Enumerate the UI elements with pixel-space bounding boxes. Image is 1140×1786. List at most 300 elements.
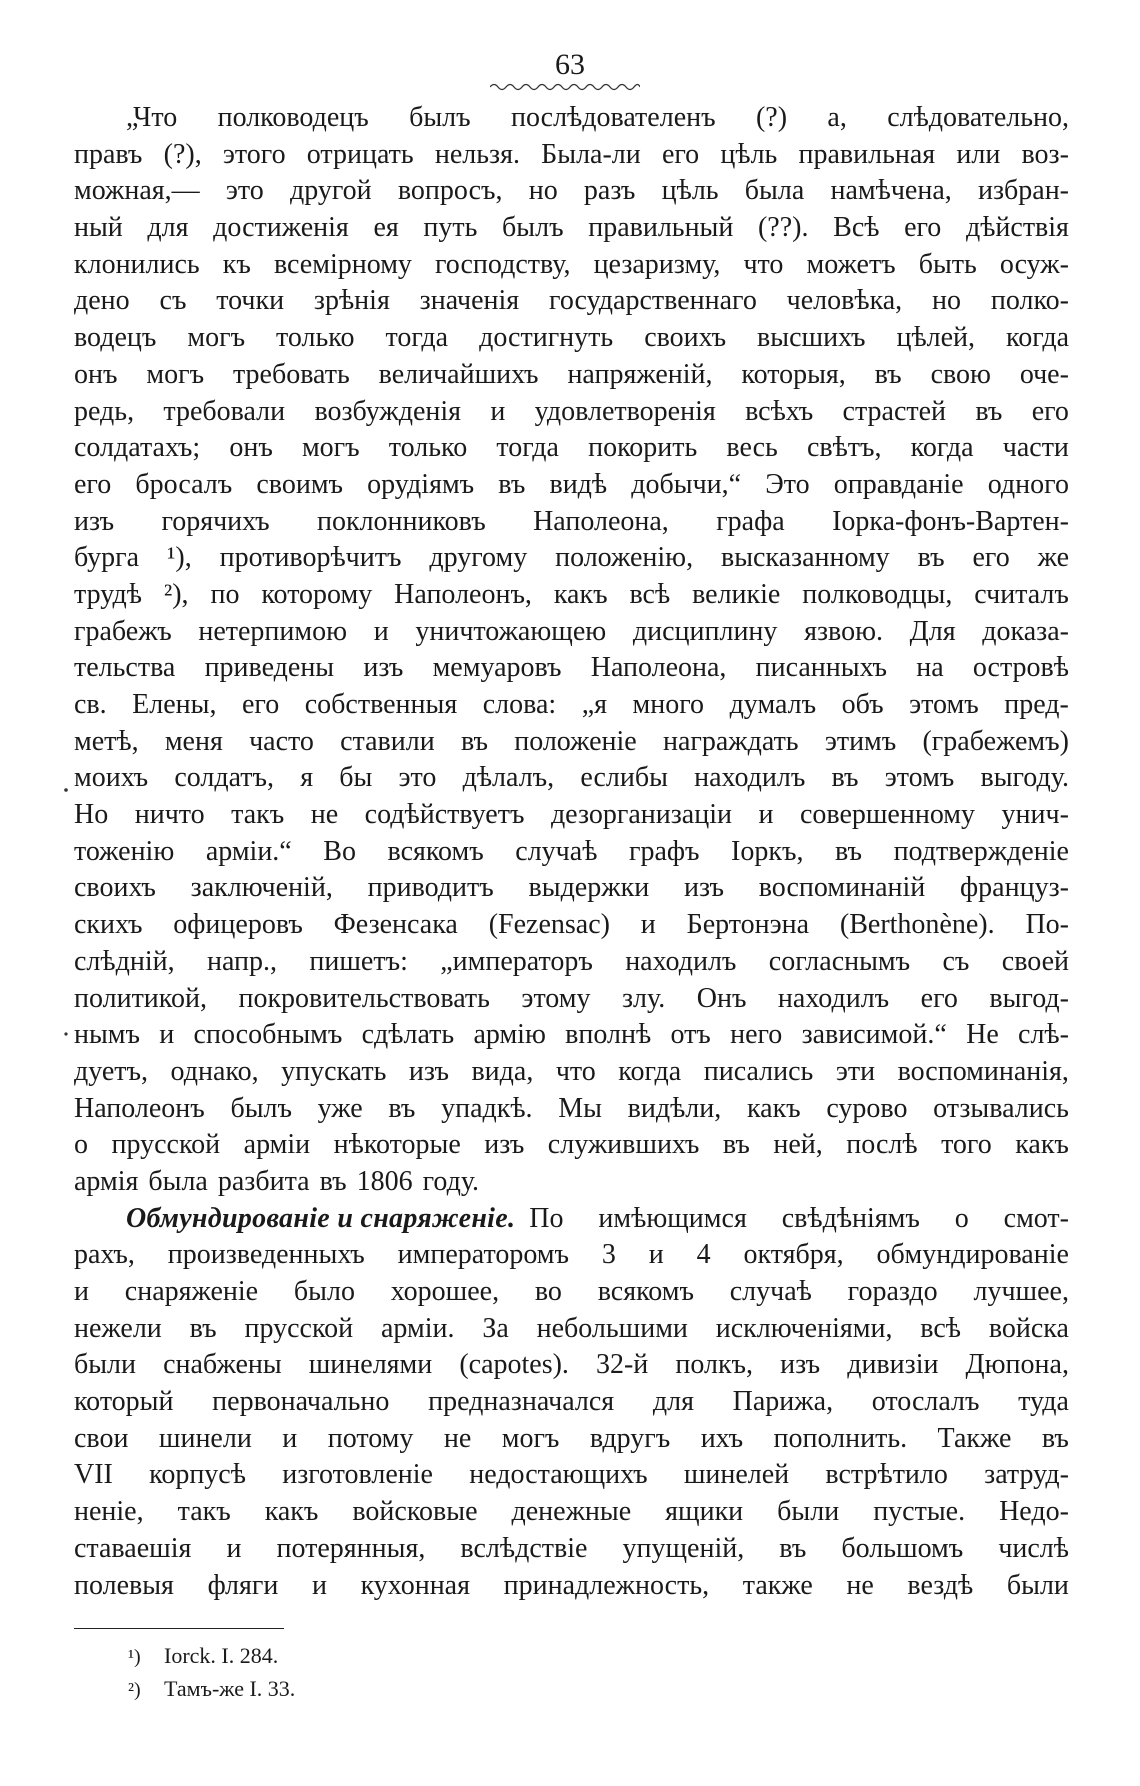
word: „Что [126,102,178,133]
word: метѣ, [74,725,139,757]
word: и [490,395,506,427]
word: противорѣчитъ [219,542,402,574]
word: отослалъ [871,1386,980,1418]
word: случаѣ [729,1276,812,1307]
text-line [74,247,1069,284]
word: Наполеонъ, [394,578,532,610]
word: его [661,138,700,170]
word: пустые. [873,1496,966,1528]
word: Всѣ [833,212,880,244]
word: и [758,799,774,831]
word: Наполеона, [590,652,727,684]
word: этомъ [884,762,955,794]
word: нѣкоторые [333,1129,461,1161]
word: его [1031,395,1069,427]
word: положеніе [514,725,637,757]
word: въ [319,1165,347,1197]
word: полко- [990,285,1069,317]
footnote-1 [128,1640,295,1673]
word: принадлежность, [503,1569,710,1601]
word: тогда [496,432,559,464]
word: высшихъ [757,322,866,354]
text-line [74,1017,1069,1054]
word: бы [339,762,373,794]
footnote-text: Iorck. I. 284. [164,1643,279,1668]
word: арміи.“ [205,835,292,867]
word: За [482,1312,509,1344]
word: въ [975,395,1003,427]
text-line [74,907,1069,944]
word: шинелей [683,1459,790,1491]
text-line [74,210,1069,247]
word: оправданіе [833,468,964,500]
word: значенія [419,285,520,317]
word: достигнуть [479,322,614,354]
word: (Berthonène). [839,909,995,941]
word: были [777,1496,840,1528]
word: полевыя [74,1569,174,1601]
word: Не [966,1019,999,1051]
word: вслѣдствіе [460,1532,588,1564]
word: дивизіи [847,1349,939,1381]
text-line [74,834,1069,871]
word: не [846,1569,874,1601]
word: вопросъ, [397,175,503,207]
word: армію [473,1019,546,1051]
word: своей [1001,945,1069,977]
text-line [74,283,1069,320]
word: путь [423,212,478,244]
word: о [74,1129,88,1161]
word: свою [930,358,991,390]
main-text [74,100,1069,1604]
word: и [282,1422,298,1454]
word: числѣ [998,1532,1069,1564]
word: правъ [74,138,143,170]
text-line [74,1127,1069,1164]
word: которому [261,578,373,610]
word: унич- [1001,799,1069,831]
text-line [74,137,1069,174]
word: было [293,1276,355,1307]
word: способнымъ [193,1019,343,1051]
word: (?) [755,102,788,133]
text-line [74,1054,1069,1091]
word: и [226,1532,242,1564]
word: поклонниковъ [316,505,486,537]
word: неніе, [74,1496,144,1528]
word: редь, [74,395,135,427]
paragraph-1 [74,100,1069,1201]
text-line [74,1164,1069,1201]
word: покорить [588,432,698,464]
word: ихъ [700,1422,744,1454]
word: октября, [743,1239,844,1271]
word: онъ [74,358,118,390]
word: и [311,1569,327,1601]
word: такъ [177,1496,231,1528]
word: въ [917,542,945,574]
word: но [528,175,558,207]
word: находилъ [777,982,890,1014]
word: цезаризму, [593,248,721,280]
word: ²), [163,578,189,610]
word: этого [222,138,286,170]
word: (?), [163,138,202,170]
footnote-2 [128,1673,295,1706]
word: въ [1041,1422,1069,1454]
word: обмундированіе [876,1239,1069,1271]
text-line [74,981,1069,1018]
word: послѣдователенъ [510,102,716,133]
word: въ [874,358,902,390]
word: подтвержденіе [893,835,1069,867]
word: прусской [111,1129,221,1161]
word: нежели [74,1312,162,1344]
word: и [373,615,389,647]
word: злу. [622,982,666,1014]
word: также [742,1569,813,1601]
word: Іорка-фонъ-Вартен- [832,505,1069,537]
word: кухонная [360,1569,470,1601]
word: нетерпимою [198,615,348,647]
word: не [310,799,339,831]
word: Недо- [999,1496,1069,1528]
word: могъ [187,322,246,354]
text-line [74,944,1069,981]
word: какъ [746,1092,801,1124]
word: Мы [558,1092,602,1124]
word: язвою. [804,615,883,647]
word: упускать [281,1055,387,1087]
word: Была-ли [541,138,641,170]
word: графа [716,505,785,537]
text-line [74,724,1069,761]
word: однако, [170,1055,259,1087]
text-line [74,504,1069,541]
word: величайшихъ [378,358,539,390]
word: затруд- [984,1459,1069,1491]
word: свои [74,1422,129,1454]
word: 32-й [595,1349,649,1381]
word: какъ [553,578,608,610]
word: упущеній, [622,1532,745,1564]
word: (capotes). [459,1349,569,1381]
word: пишетъ: [309,945,408,977]
word: ставили [340,725,435,757]
word: приведены [204,652,335,684]
word: имѣющимся [598,1202,747,1234]
word: которыя, [741,358,846,390]
word: всѣ [629,578,671,610]
word: политикой, [74,982,207,1014]
word: Онъ [696,982,747,1014]
word: корпусѣ [149,1459,246,1491]
word: Для [909,615,956,647]
word: слѣ- [1018,1019,1069,1051]
text-line [74,430,1069,467]
word: всѣ [920,1312,961,1344]
word: и [640,909,656,941]
word: моихъ [74,762,149,794]
word: тогда [385,322,449,354]
word: который [74,1386,174,1418]
word: фляги [207,1569,279,1601]
word: ней, [773,1129,823,1161]
word: только [276,322,355,354]
text-line [74,577,1069,614]
word: государственнаго [549,285,757,317]
word: тоженію [74,835,175,867]
word: Наполеонъ [74,1092,205,1124]
word: его [904,212,942,244]
word: св. [74,689,107,720]
word: Іоркъ, [731,835,804,867]
word: слѣдовательно, [887,102,1069,133]
word: лучшее, [973,1276,1069,1307]
word: войска [988,1312,1069,1344]
word: слѣдній, [74,945,175,977]
word: дезорганизаціи [550,799,732,831]
word: того [941,1129,992,1161]
word: упадкѣ. [441,1092,533,1124]
word: одного [987,468,1069,500]
word: приводитъ [367,872,494,904]
word: для [147,212,189,244]
word: исключеніями, [715,1312,893,1344]
word: мемуаровъ [432,652,562,684]
word: (грабежемъ) [922,725,1069,757]
word: въ [779,1532,807,1564]
text-line [74,394,1069,431]
word: Дюпона, [965,1349,1069,1381]
word: изъ [484,1129,525,1161]
word: была [744,175,805,207]
word: бросалъ [135,468,233,500]
word: осуж- [999,248,1069,280]
word: разбита [217,1165,310,1197]
word: По- [1025,909,1069,941]
word: этимъ [824,725,897,757]
word: видѣ [549,468,608,500]
word: (Fezensac) [488,909,610,941]
word: потому [327,1422,414,1454]
word: много [632,689,705,720]
word: 1806 [356,1165,413,1197]
word: воз- [1021,138,1069,170]
word: хорошее, [390,1276,500,1307]
paragraph-2-first-line [74,1201,1069,1238]
word: о [954,1202,969,1234]
word: не [443,1422,472,1454]
header-ornament [490,82,640,92]
word: Бертонэна [686,909,810,941]
word: Наполеона, [533,505,669,537]
word: уничтожающею [415,615,607,647]
word: когда [1006,322,1069,354]
word: полкъ, [675,1349,754,1381]
word: человѣка, [786,285,903,317]
word: туда [1018,1386,1069,1418]
text-line [74,1347,1069,1384]
word: сдѣлать [361,1019,455,1051]
word: точки [216,285,285,317]
word: его [242,689,280,720]
word: находилъ [694,762,806,794]
word: для [652,1386,694,1418]
footnote-divider [74,1628,284,1629]
word: первоначально [212,1386,390,1418]
word: водецъ [74,322,157,354]
footnotes [128,1640,295,1706]
word: цѣль [720,138,778,170]
word: и [74,1276,89,1307]
word: былъ [409,102,471,133]
word: этомъ [909,689,979,720]
word: отрицать [306,138,414,170]
text-line [74,760,1069,797]
word: арміи [243,1129,311,1161]
word: большомъ [841,1532,964,1564]
word: писались [703,1055,814,1087]
word: требовать [232,358,350,390]
word: вида, [471,1055,534,1087]
word: выгод- [989,982,1069,1014]
word: денежные [511,1496,632,1528]
word: въ [498,468,526,500]
word: въ [460,725,488,757]
word: избран- [977,175,1069,207]
word: армія [74,1165,139,1197]
word: были [74,1349,137,1381]
word: всякомъ [387,835,484,867]
text-line [74,650,1069,687]
word: потерянныя, [276,1532,426,1564]
word: солдатахъ; [74,432,201,464]
word: его [920,982,958,1014]
word: своихъ [644,322,727,354]
word: добычи,“ [631,468,742,500]
word: великіе [692,578,781,610]
word: офицеровъ [173,909,303,941]
word: грабежъ [74,615,172,647]
word: дено [74,285,130,317]
word: напр., [206,945,278,977]
word: цѣль [661,175,719,207]
word: еслибы [580,762,668,794]
word: считалъ [974,578,1069,610]
word: зависимой.“ [801,1019,947,1051]
word: выгоду. [980,762,1069,794]
word: достиженія [213,212,349,244]
text-line [74,1457,1069,1494]
word: островѣ [972,652,1069,684]
word: Но [74,799,109,831]
word: отзывались [933,1092,1069,1124]
word: былъ [502,212,564,244]
word: слова: [482,689,557,720]
word: собственныя [304,689,458,720]
word: съ [159,285,187,317]
word: согласнымъ [768,945,911,977]
word: своимъ [256,468,344,500]
word: (??). [757,212,809,244]
word: арміи. [380,1312,455,1344]
word: тельства [74,652,176,684]
word: снаряженіе [124,1276,259,1307]
word: когда [910,432,974,464]
word: но [932,285,962,317]
word: графъ [628,835,700,867]
text-line [74,614,1069,651]
word: солдатъ, [174,762,275,794]
word: недостающихъ [469,1459,648,1491]
word: какъ [1015,1129,1069,1161]
word: была [148,1165,208,1197]
word: содѣйствуетъ [364,799,525,831]
word: своихъ [74,872,156,904]
text-line [74,687,1069,724]
word: видѣли, [627,1092,722,1124]
word: вдругъ [589,1422,671,1454]
word: изготовленіе [282,1459,433,1491]
text-line [74,797,1069,834]
word: небольшими [536,1312,688,1344]
word: намѣчена, [830,175,952,207]
word: орудіямъ [367,468,475,500]
word: свѣдѣніямъ [781,1202,920,1234]
word: По [529,1202,564,1234]
word: можетъ [806,248,896,280]
word: него [730,1019,783,1051]
text-line [74,357,1069,394]
word: возбужденія [314,395,462,427]
word: предназначался [428,1386,615,1418]
text-line [74,1311,1069,1348]
word: совершенному [799,799,976,831]
word: въ [831,762,859,794]
word: другой [290,175,372,207]
word: дѣлалъ, [462,762,555,794]
word: горячихъ [161,505,270,537]
word: могъ [501,1422,560,1454]
word: высказанному [720,542,890,574]
word: VII [74,1459,113,1491]
word: дуетъ, [74,1055,149,1087]
text-line [74,1384,1069,1421]
text-line [74,1531,1069,1568]
word: трудѣ [74,578,142,610]
word: воспоминаній [758,872,926,904]
word: награждать [662,725,799,757]
word: онъ [229,432,273,464]
word: думалъ [729,689,817,720]
page-number: 63 [555,48,585,81]
word: всемірному [273,248,412,280]
word: быть [918,248,977,280]
word: этому [521,982,591,1014]
word: ставаешія [74,1532,192,1564]
word: можная,— [74,175,200,207]
word: части [1002,432,1069,464]
word: отъ [670,1019,711,1051]
word: произведенныхъ [167,1239,365,1271]
word: какъ [264,1496,319,1528]
word: нымъ [74,1019,140,1051]
word: послѣ [846,1129,918,1161]
word: удовлетворенія [534,395,716,427]
word: дѣйствія [965,212,1069,244]
